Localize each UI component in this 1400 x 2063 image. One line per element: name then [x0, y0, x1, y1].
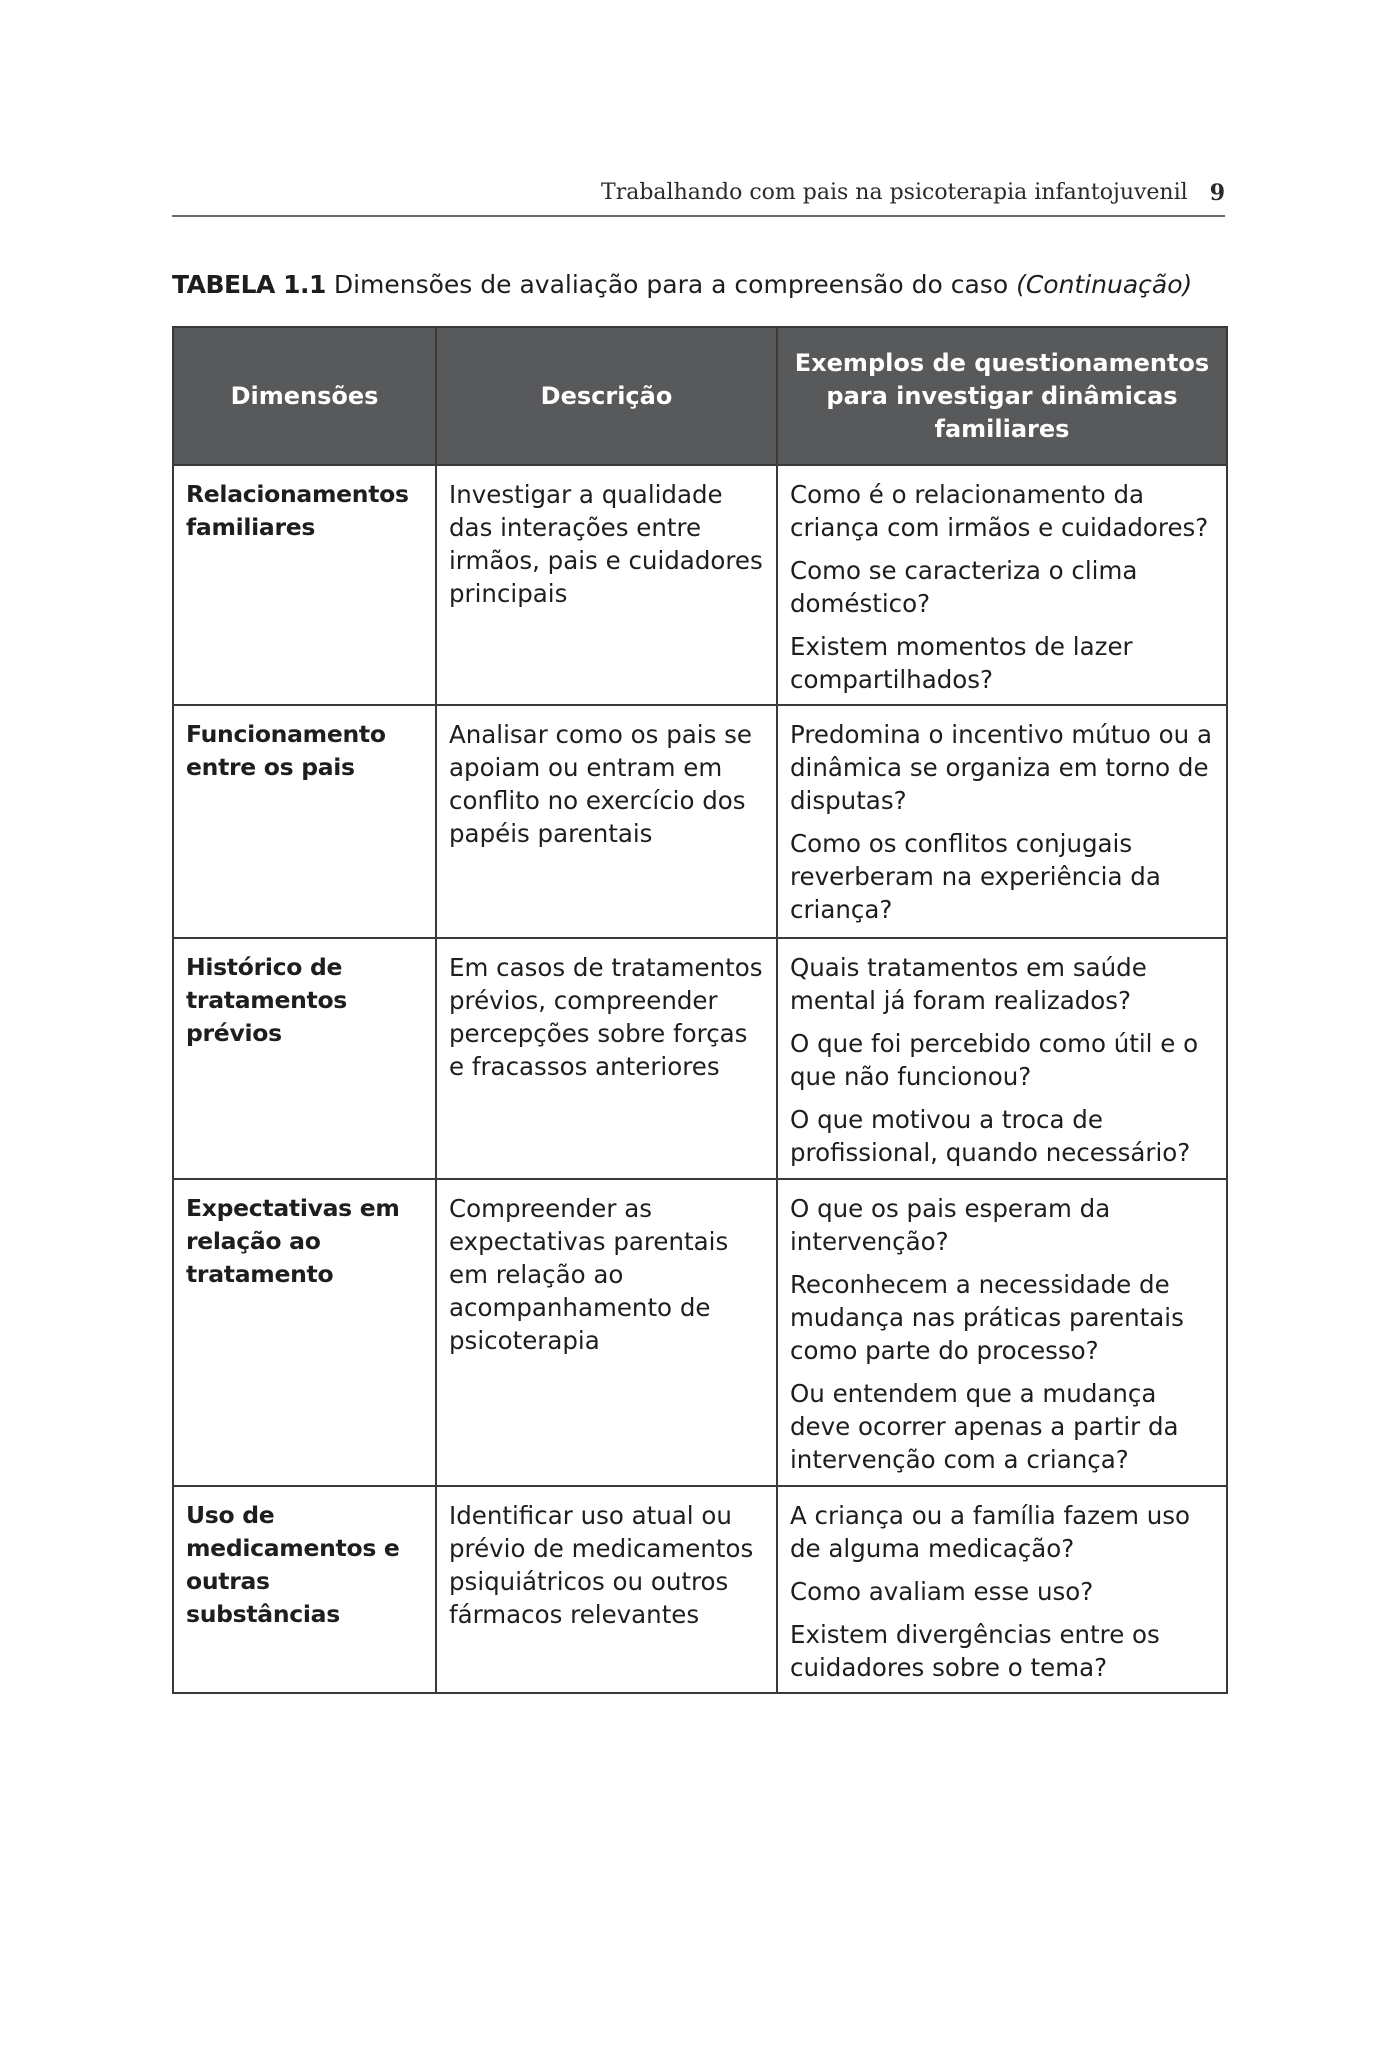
running-head-title: Trabalhando com pais na psicoterapia infantojuvenil — [601, 180, 1188, 205]
questions-cell — [777, 1179, 1227, 1486]
question-item: Como avaliam esse uso? — [790, 1577, 1094, 1606]
questions-cell — [777, 705, 1227, 938]
description-cell: Investigar a qualidade das interações entre irmãos, pais e cuidadores principais — [436, 465, 777, 705]
description-cell: Compreender as expectativas parentais em relação ao acompanhamento de psicoterapia — [436, 1179, 777, 1486]
description-cell: Analisar como os pais se apoiam ou entram em conflito no exercício dos papéis parentais — [436, 705, 777, 938]
question-item: O que os pais esperam da intervenção? — [790, 1194, 1111, 1256]
questions-cell — [777, 1486, 1227, 1693]
questions-cell — [777, 938, 1227, 1179]
question-item: Predomina o incentivo mútuo ou a dinâmica se organiza em torno de disputas? — [790, 720, 1212, 815]
question-item: Ou entendem que a mudança deve ocorrer apenas a partir da intervenção com a criança? — [790, 1379, 1179, 1474]
table-row — [173, 465, 1227, 705]
column-header-description: Descrição — [436, 327, 777, 465]
column-header-questions: Exemplos de questionamentos para investigar dinâmicas familiares — [777, 327, 1227, 465]
table-row — [173, 705, 1227, 938]
dimension-cell: Funcionamento entre os pais — [173, 705, 436, 938]
description-cell: Identificar uso atual ou prévio de medicamentos psiquiátricos ou outros fármacos relevantes — [436, 1486, 777, 1693]
dimension-cell: Histórico de tratamentos prévios — [173, 938, 436, 1179]
question-item: O que motivou a troca de profissional, quando necessário? — [790, 1105, 1191, 1167]
column-header-dimensions: Dimensões — [173, 327, 436, 465]
assessment-dimensions-table — [172, 326, 1228, 1694]
question-item: O que foi percebido como útil e o que não funcionou? — [790, 1029, 1199, 1091]
table-row — [173, 1179, 1227, 1486]
question-item: Como é o relacionamento da criança com irmãos e cuidadores? — [790, 480, 1209, 542]
dimension-cell: Expectativas em relação ao tratamento — [173, 1179, 436, 1486]
table-header-row — [173, 327, 1227, 465]
question-item: Reconhecem a necessidade de mudança nas práticas parentais como parte do processo? — [790, 1270, 1184, 1365]
questions-cell — [777, 465, 1227, 705]
table-row — [173, 1486, 1227, 1693]
running-head — [172, 180, 1225, 217]
table-caption — [172, 270, 1192, 299]
question-item: Existem momentos de lazer compartilhados? — [790, 632, 1133, 694]
table-row — [173, 938, 1227, 1179]
table-caption-continuation: (Continuação) — [1016, 270, 1193, 299]
table-caption-title: Dimensões de avaliação para a compreensão do caso — [333, 270, 1009, 299]
dimension-cell: Uso de medicamentos e outras substâncias — [173, 1486, 436, 1693]
dimension-cell: Relacionamentos familiares — [173, 465, 436, 705]
table-caption-label: TABELA 1.1 — [172, 270, 326, 299]
question-item: Como os conflitos conjugais reverberam na experiência da criança? — [790, 829, 1161, 924]
question-item: Quais tratamentos em saúde mental já foram realizados? — [790, 953, 1147, 1015]
question-item: Como se caracteriza o clima doméstico? — [790, 556, 1138, 618]
question-item: A criança ou a família fazem uso de alguma medicação? — [790, 1501, 1191, 1563]
description-cell: Em casos de tratamentos prévios, compreender percepções sobre forças e fracassos anteriores — [436, 938, 777, 1179]
page-number: 9 — [1209, 180, 1225, 206]
question-item: Existem divergências entre os cuidadores sobre o tema? — [790, 1620, 1160, 1682]
